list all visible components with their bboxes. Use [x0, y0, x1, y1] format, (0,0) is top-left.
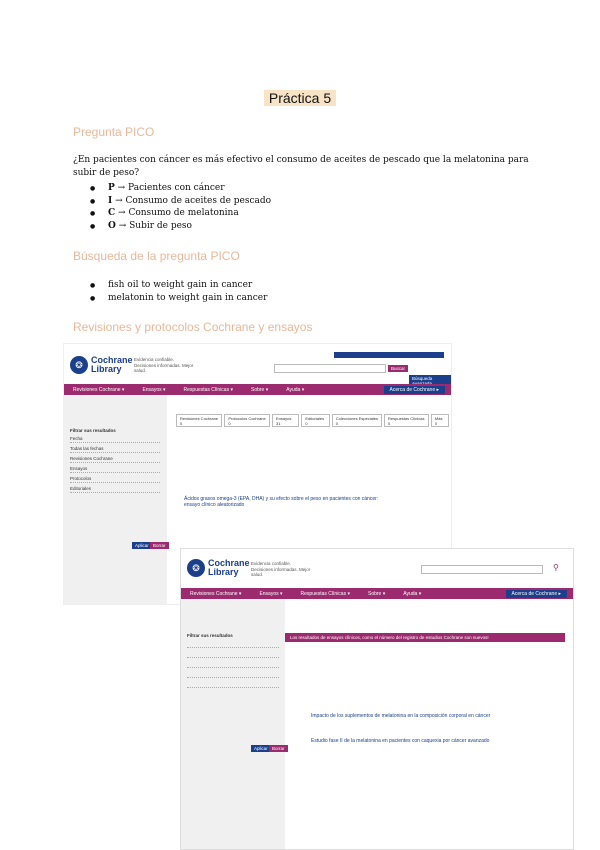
nav-item[interactable]: Ayuda ▾: [286, 386, 305, 393]
nav-item[interactable]: Ensayos ▾: [259, 590, 283, 597]
filter-list: Filtrar sus resultados: [187, 633, 279, 691]
advanced-search-button[interactable]: Búsqueda: [409, 375, 451, 387]
result-title[interactable]: Estudio fase II de la melatonina en pacientes con caquexia por cáncer avanzado: [311, 738, 490, 744]
reviews-heading: Revisiones y protocolos Cochrane y ensayos: [73, 320, 313, 334]
apply-button[interactable]: Aplicar: [251, 745, 271, 752]
search-button[interactable]: Buscar: [388, 365, 408, 372]
tab[interactable]: Respuestas Clínicas 0: [384, 414, 429, 427]
filter-item[interactable]: Ensayos: [70, 466, 160, 473]
nav-item[interactable]: Revisiones Cochrane ▾: [73, 386, 125, 393]
filter-item[interactable]: Todas las fechas: [70, 446, 160, 453]
filter-item[interactable]: [187, 651, 279, 658]
main-nav: [181, 588, 573, 599]
tab[interactable]: Revisiones Cochrane 0: [176, 414, 222, 427]
search-heading: Búsqueda de la pregunta PICO: [73, 249, 240, 263]
nav-item[interactable]: Revisiones Cochrane ▾: [190, 590, 242, 597]
cochrane-logo: ❂ Cochrane Library: [70, 356, 131, 374]
result-title[interactable]: Ácidos grasos omega-3 (EPA, DHA) y su efecto sobre el peso en pacientes con cáncer: ensayo clínico aleatorizado: [184, 496, 379, 508]
nav-item[interactable]: Sobre ▾: [368, 590, 386, 597]
search-item: ● melatonin to weight gain in cancer: [90, 292, 267, 305]
clear-button[interactable]: Borrar: [269, 745, 288, 752]
about-cochrane-button[interactable]: Acerca de Cochrane ▸: [384, 386, 445, 394]
tab[interactable]: Más 0: [431, 414, 449, 427]
nav-item[interactable]: Ayuda ▾: [403, 590, 422, 597]
tab[interactable]: Editoriales 0: [301, 414, 329, 427]
page-title: Práctica 5: [0, 90, 600, 106]
search-input[interactable]: [274, 364, 386, 373]
nav-item[interactable]: Ensayos ▾: [142, 386, 166, 393]
about-cochrane-button[interactable]: Acerca de Cochrane ▸: [506, 590, 567, 598]
pico-item: ● P → Pacientes con cáncer: [90, 182, 271, 195]
filter-item[interactable]: Protocolos: [70, 476, 160, 483]
filter-item[interactable]: Editoriales: [70, 486, 160, 493]
pico-item: ● C → Consumo de melatonina: [90, 207, 271, 220]
pico-item: ● O → Subir de peso: [90, 220, 271, 233]
clear-button[interactable]: Borrar: [150, 542, 169, 549]
cochrane-screenshot-2: ❂ Cochrane Library Evidencia confiable. Decisiones informadas. Mejor salud. ⚲ Revisiones Cochrane ▾ Ensayos ▾ Respuestas Clínicas ▾ Sobre ▾ Ayuda ▾ Acerca de Cochrane ▸ Filtrar sus resultados Aplicar Borrar Los resultados de ensayos clínicos, como el número del registro de estudios Cochrane son nuevos! Impacto de los suplementos de melatonina en la composición corporal en cáncer Estudio fase II de la melatonina en pacientes con caquexia por cáncer avanzado: [180, 548, 574, 850]
pico-question: ¿En pacientes con cáncer es más efectivo el consumo de aceites de pescado que la melatonina para subir de peso?: [73, 155, 529, 178]
cochrane-screenshot-1: ❂ Cochrane Library Evidencia confiable. Decisiones informadas. Mejor salud. Buscar Búsqueda Revisiones Cochrane ▾ Ensayos ▾ Respuestas Clínicas ▾ Sobre ▾ Ayuda ▾ Acerca de Cochrane ▸ Filtrar sus resultados Fecha Todas las fechas Revisiones Cochrane Ensayos Protocolos Editoriales Aplicar Borrar Revisiones Cochrane 0 Protocolos Cochrane 0 Ensayos 31 Editoriales 0 Colecciones Especiales 0 Respuestas Clínicas 0 Más 0 Ácidos grasos omega-3 (EPA, DHA) y su efecto sobre el peso en pacientes con cáncer: ensayo clínico aleatorizado: [63, 343, 452, 605]
filter-item[interactable]: [187, 681, 279, 688]
filter-sidebar: [64, 395, 167, 604]
cochrane-logo: ❂ Cochrane Library: [187, 559, 248, 577]
top-utility-bar: [334, 352, 444, 358]
nav-item[interactable]: Respuestas Clínicas ▾: [300, 590, 350, 597]
pico-heading: Pregunta PICO: [73, 125, 155, 139]
filter-item[interactable]: Revisiones Cochrane: [70, 456, 160, 463]
search-input[interactable]: [421, 565, 543, 574]
search-list: [90, 279, 267, 304]
filter-list: Filtrar sus resultados Fecha Todas las fechas Revisiones Cochrane Ensayos Protocolos Editoriales: [70, 428, 160, 496]
tab[interactable]: Colecciones Especiales 0: [332, 414, 382, 427]
tab[interactable]: Ensayos 31: [272, 414, 299, 427]
filter-item[interactable]: Fecha: [70, 436, 160, 443]
nav-item[interactable]: Respuestas Clínicas ▾: [183, 386, 233, 393]
pico-item: ● I → Consumo de aceites de pescado: [90, 195, 271, 208]
tab[interactable]: Protocolos Cochrane 0: [224, 414, 270, 427]
pico-list: [90, 182, 271, 232]
result-tabs: [176, 414, 451, 427]
cochrane-logo-icon: ❂: [187, 559, 205, 577]
result-title[interactable]: Impacto de los suplementos de melatonina en la composición corporal en cáncer: [311, 713, 491, 719]
filter-item[interactable]: [187, 661, 279, 668]
search-item: ● fish oil to weight gain in cancer: [90, 279, 267, 292]
filter-item[interactable]: [187, 671, 279, 678]
search-icon[interactable]: ⚲: [553, 563, 559, 572]
filter-item[interactable]: [187, 641, 279, 648]
nav-item[interactable]: Sobre ▾: [251, 386, 269, 393]
apply-button[interactable]: Aplicar: [132, 542, 152, 549]
main-nav: [64, 384, 451, 395]
info-banner: Los resultados de ensayos clínicos, como el número del registro de estudios Cochrane son nuevos!: [285, 633, 565, 642]
cochrane-logo-icon: ❂: [70, 356, 88, 374]
